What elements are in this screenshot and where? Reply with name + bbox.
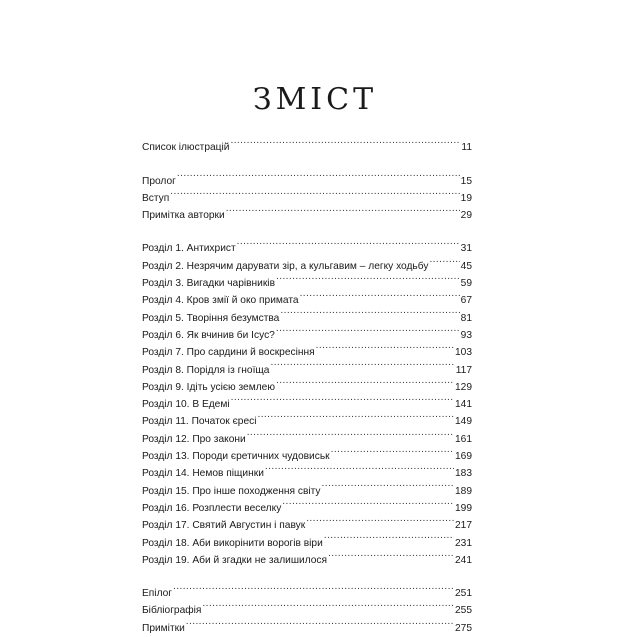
toc-entry[interactable] (142, 166, 472, 187)
dot-leader (282, 494, 454, 511)
toc-entry-label: Примітки (142, 622, 185, 634)
toc-entry-page-number: 93 (460, 329, 472, 341)
toc-entry-page-number: 67 (460, 295, 472, 307)
toc-entry-label: Вступ (142, 192, 170, 204)
toc-entry-label: Розділ 11. Початок єресі (142, 416, 257, 428)
dot-leader (324, 528, 454, 545)
dot-leader (226, 201, 460, 218)
dot-leader (276, 321, 460, 338)
toc-entry-label: Список ілюстрацій (142, 142, 230, 154)
page-title: ЗМІСТ (252, 82, 378, 117)
toc-entry-label: Розділ 6. Як вчинив би Ісус? (142, 329, 275, 341)
dot-leader (306, 511, 454, 528)
toc-group (142, 234, 472, 566)
toc-entry-page-number: 31 (460, 243, 472, 255)
toc-entry-page-number: 117 (455, 364, 472, 376)
toc-entry-page-number: 255 (455, 605, 472, 617)
toc-entry-page-number: 29 (460, 210, 472, 222)
toc-entry-page-number: 103 (455, 347, 472, 359)
dot-leader (170, 184, 459, 201)
toc-group (142, 133, 472, 154)
dot-leader (202, 596, 454, 613)
toc-entry-page-number: 183 (455, 468, 472, 480)
dot-leader (177, 166, 460, 183)
dot-leader (322, 476, 454, 493)
toc-entry-page-number: 141 (455, 399, 472, 411)
toc-entry[interactable] (142, 613, 472, 634)
dot-leader (186, 613, 454, 630)
toc-entry-label: Розділ 17. Святий Августин і павук (142, 520, 306, 532)
dot-leader (280, 303, 459, 320)
toc-entry-label: Розділ 9. Ідіть усією землею (142, 381, 275, 393)
toc-entry-label: Розділ 15. Про інше походження світу (142, 485, 321, 497)
dot-leader (276, 373, 454, 390)
toc-entry-page-number: 161 (455, 433, 472, 445)
toc-entry-label: Розділ 2. Незрячим дарувати зір, а кульгавим – легку ходьбу (142, 260, 429, 272)
dot-leader (316, 338, 454, 355)
toc-entry[interactable] (142, 234, 472, 255)
dot-leader (237, 234, 460, 251)
toc-entry-page-number: 189 (455, 485, 472, 497)
toc-entry[interactable] (142, 133, 472, 154)
toc-entry-page-number: 199 (455, 502, 472, 514)
toc-entry-page-number: 251 (455, 588, 472, 600)
toc-entry-page-number: 45 (460, 260, 472, 272)
toc-entry-page-number: 81 (460, 312, 472, 324)
dot-leader (231, 390, 454, 407)
toc-entry-label: Розділ 18. Аби викорінити ворогів віри (142, 537, 323, 549)
dot-leader (300, 286, 460, 303)
toc-entry-page-number: 15 (460, 175, 472, 187)
toc-entry-label: Розділ 5. Творіння безумства (142, 312, 280, 324)
table-of-contents (142, 133, 472, 634)
toc-entry-label: Примітка авторки (142, 210, 225, 222)
toc-entry-page-number: 129 (455, 381, 472, 393)
toc-entry-page-number: 169 (455, 451, 472, 463)
toc-entry-label: Епілог (142, 588, 173, 600)
dot-leader (429, 251, 459, 268)
toc-entry[interactable] (142, 184, 472, 204)
toc-entry[interactable] (142, 201, 472, 222)
toc-entry-page-number: 217 (455, 520, 472, 532)
toc-group (142, 166, 472, 222)
dot-leader (173, 579, 454, 596)
toc-entry-page-number: 149 (455, 416, 472, 428)
toc-entry[interactable] (142, 596, 472, 617)
toc-entry-page-number: 231 (455, 537, 472, 549)
toc-entry-label: Розділ 7. Про сардини й воскресіння (142, 347, 315, 359)
toc-entry-label: Розділ 19. Аби й згадки не залишилося (142, 554, 328, 566)
toc-entry-label: Розділ 13. Породи єретичних чудовиськ (142, 451, 330, 463)
dot-leader (230, 133, 460, 150)
toc-entry-label: Пролог (142, 175, 176, 187)
toc-entry-page-number: 11 (461, 142, 472, 154)
toc-entry-label: Розділ 3. Вигадки чарівників (142, 278, 275, 290)
toc-entry-label: Розділ 1. Антихрист (142, 243, 236, 255)
toc-entry-label: Розділ 8. Порідля із гноїща (142, 364, 270, 376)
toc-entry-label: Розділ 16. Розплести веселку (142, 502, 282, 514)
dot-leader (257, 407, 454, 424)
toc-entry-page-number: 275 (455, 622, 472, 634)
toc-entry-page-number: 19 (460, 192, 472, 204)
toc-entry-label: Розділ 12. Про закони (142, 433, 246, 445)
toc-group (142, 579, 472, 634)
dot-leader (247, 424, 454, 441)
dot-leader (270, 355, 454, 372)
dot-leader (331, 442, 454, 459)
toc-entry-label: Розділ 10. В Едемі (142, 399, 230, 411)
toc-entry-label: Розділ 4. Кров змії й око примата (142, 295, 299, 307)
dot-leader (328, 546, 454, 563)
toc-entry-label: Бібліографія (142, 605, 202, 617)
dot-leader (265, 459, 454, 476)
toc-entry-label: Розділ 14. Немов піщинки (142, 468, 264, 480)
toc-entry-page-number: 241 (455, 554, 472, 566)
toc-entry[interactable] (142, 579, 472, 600)
toc-entry-page-number: 59 (460, 278, 472, 290)
dot-leader (276, 269, 460, 286)
